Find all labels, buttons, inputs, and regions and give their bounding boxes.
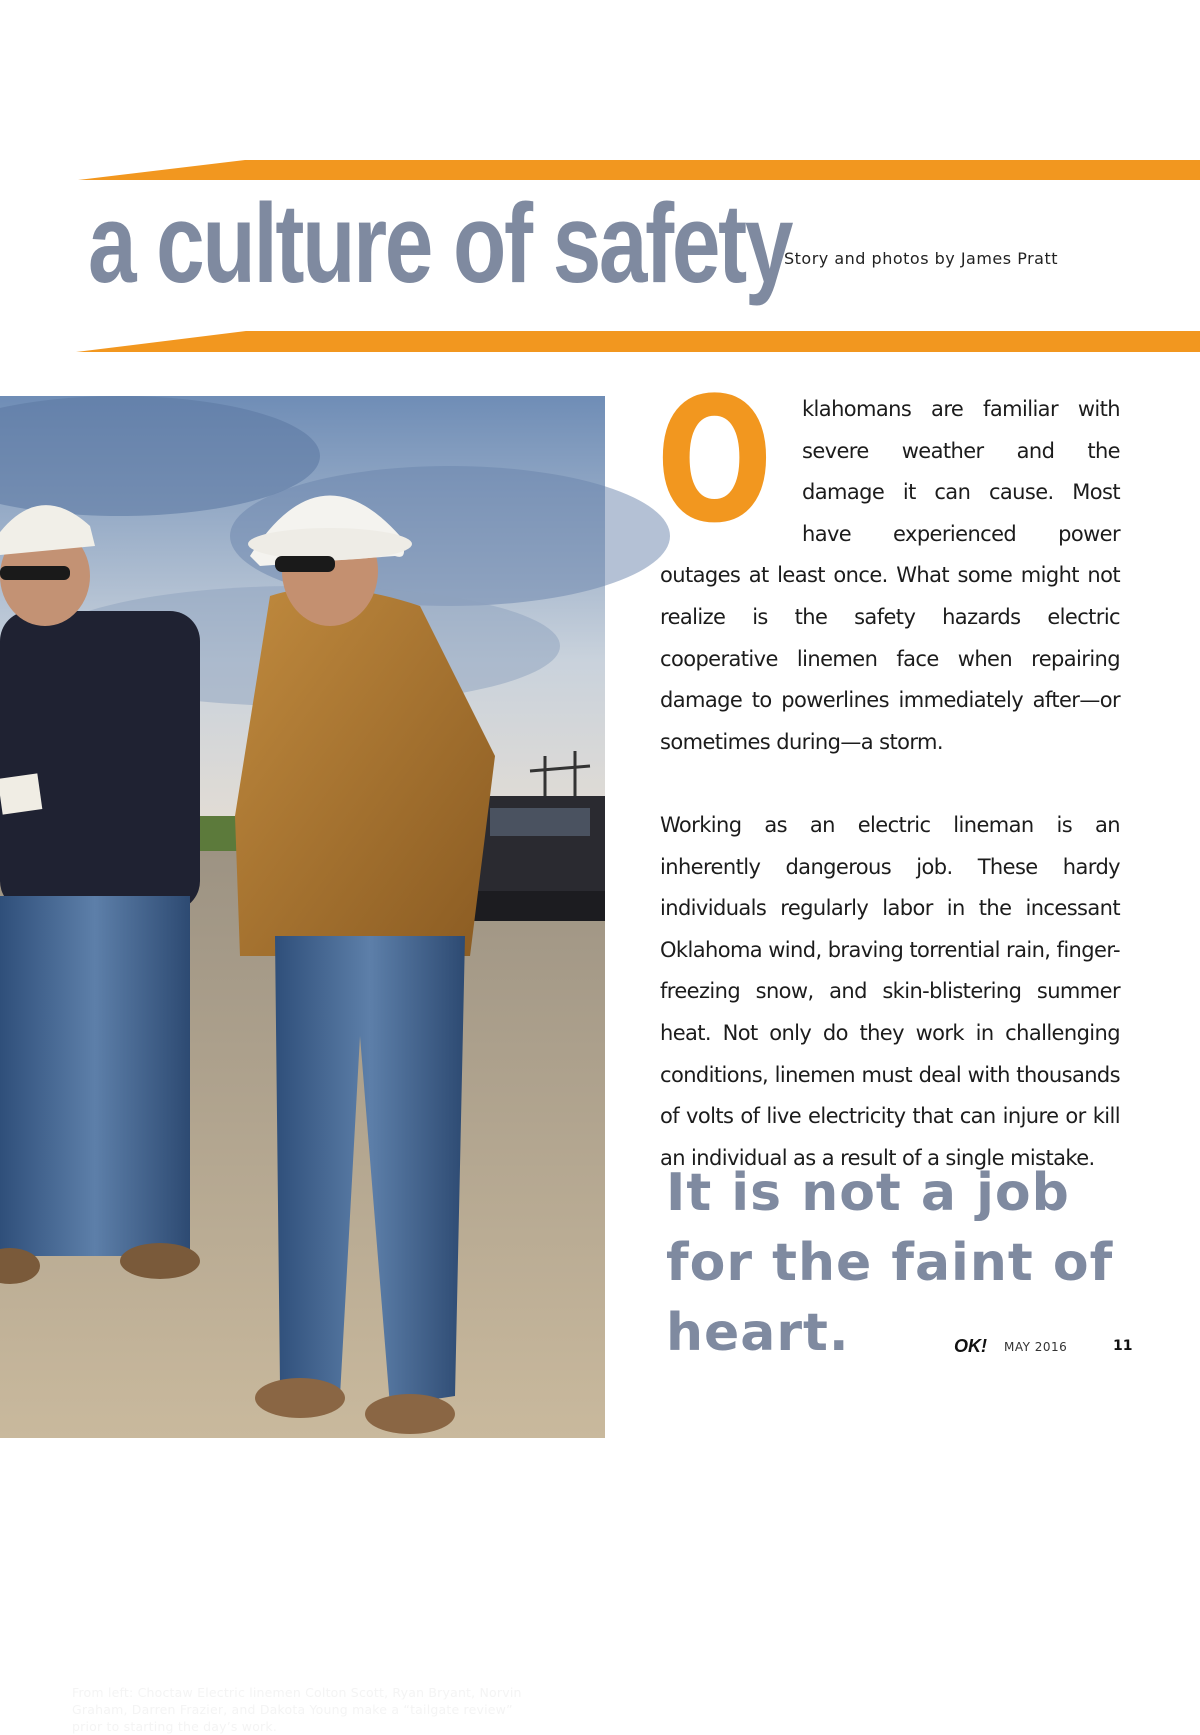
page-number: 11 — [1113, 1338, 1133, 1354]
photo-caption: From left: Choctaw Electric linemen Colton Scott, Ryan Bryant, Norvin Graham, Darren Frazier, and Dakota Young make a “tailgate review” prior to starting the day’s work. — [72, 1685, 522, 1734]
pull-quote: It is not a job for the faint of heart. — [666, 1163, 1114, 1363]
bottom-orange-stripe — [76, 331, 1200, 352]
paragraph-1: klahomans are familiar with severe weather and the damage it can cause. Most have experienced power outages at least once. What some might not realize is the safety hazards electric cooperative linemen face when repairing damage to powerlines immediately after—or sometimes during—a storm. — [660, 397, 1120, 754]
header-stripes — [0, 0, 1200, 360]
drop-cap: O — [656, 360, 773, 561]
issue-date: MAY 2016 — [1004, 1340, 1068, 1354]
top-orange-stripe — [78, 160, 1200, 180]
page-title: a culture of safety — [88, 181, 792, 306]
byline: Story and photos by James Pratt — [784, 249, 1058, 268]
feature-photo — [0, 396, 605, 1734]
lineman-left — [0, 505, 200, 1284]
paragraph-2: Working as an electric lineman is an inherently dangerous job. These hardy individuals regularly labor in the incessant Oklahoma wind, braving torrential rain, finger-freezing snow, and skin-blistering summer heat. Not only do they work in challenging conditions, linemen must deal with thousands of volts of live electricity that can injure or kill an individual as a result of a single mistake. — [660, 812, 1120, 1170]
article-body — [656, 360, 1120, 1221]
magazine-logo: OK! — [954, 1336, 987, 1356]
